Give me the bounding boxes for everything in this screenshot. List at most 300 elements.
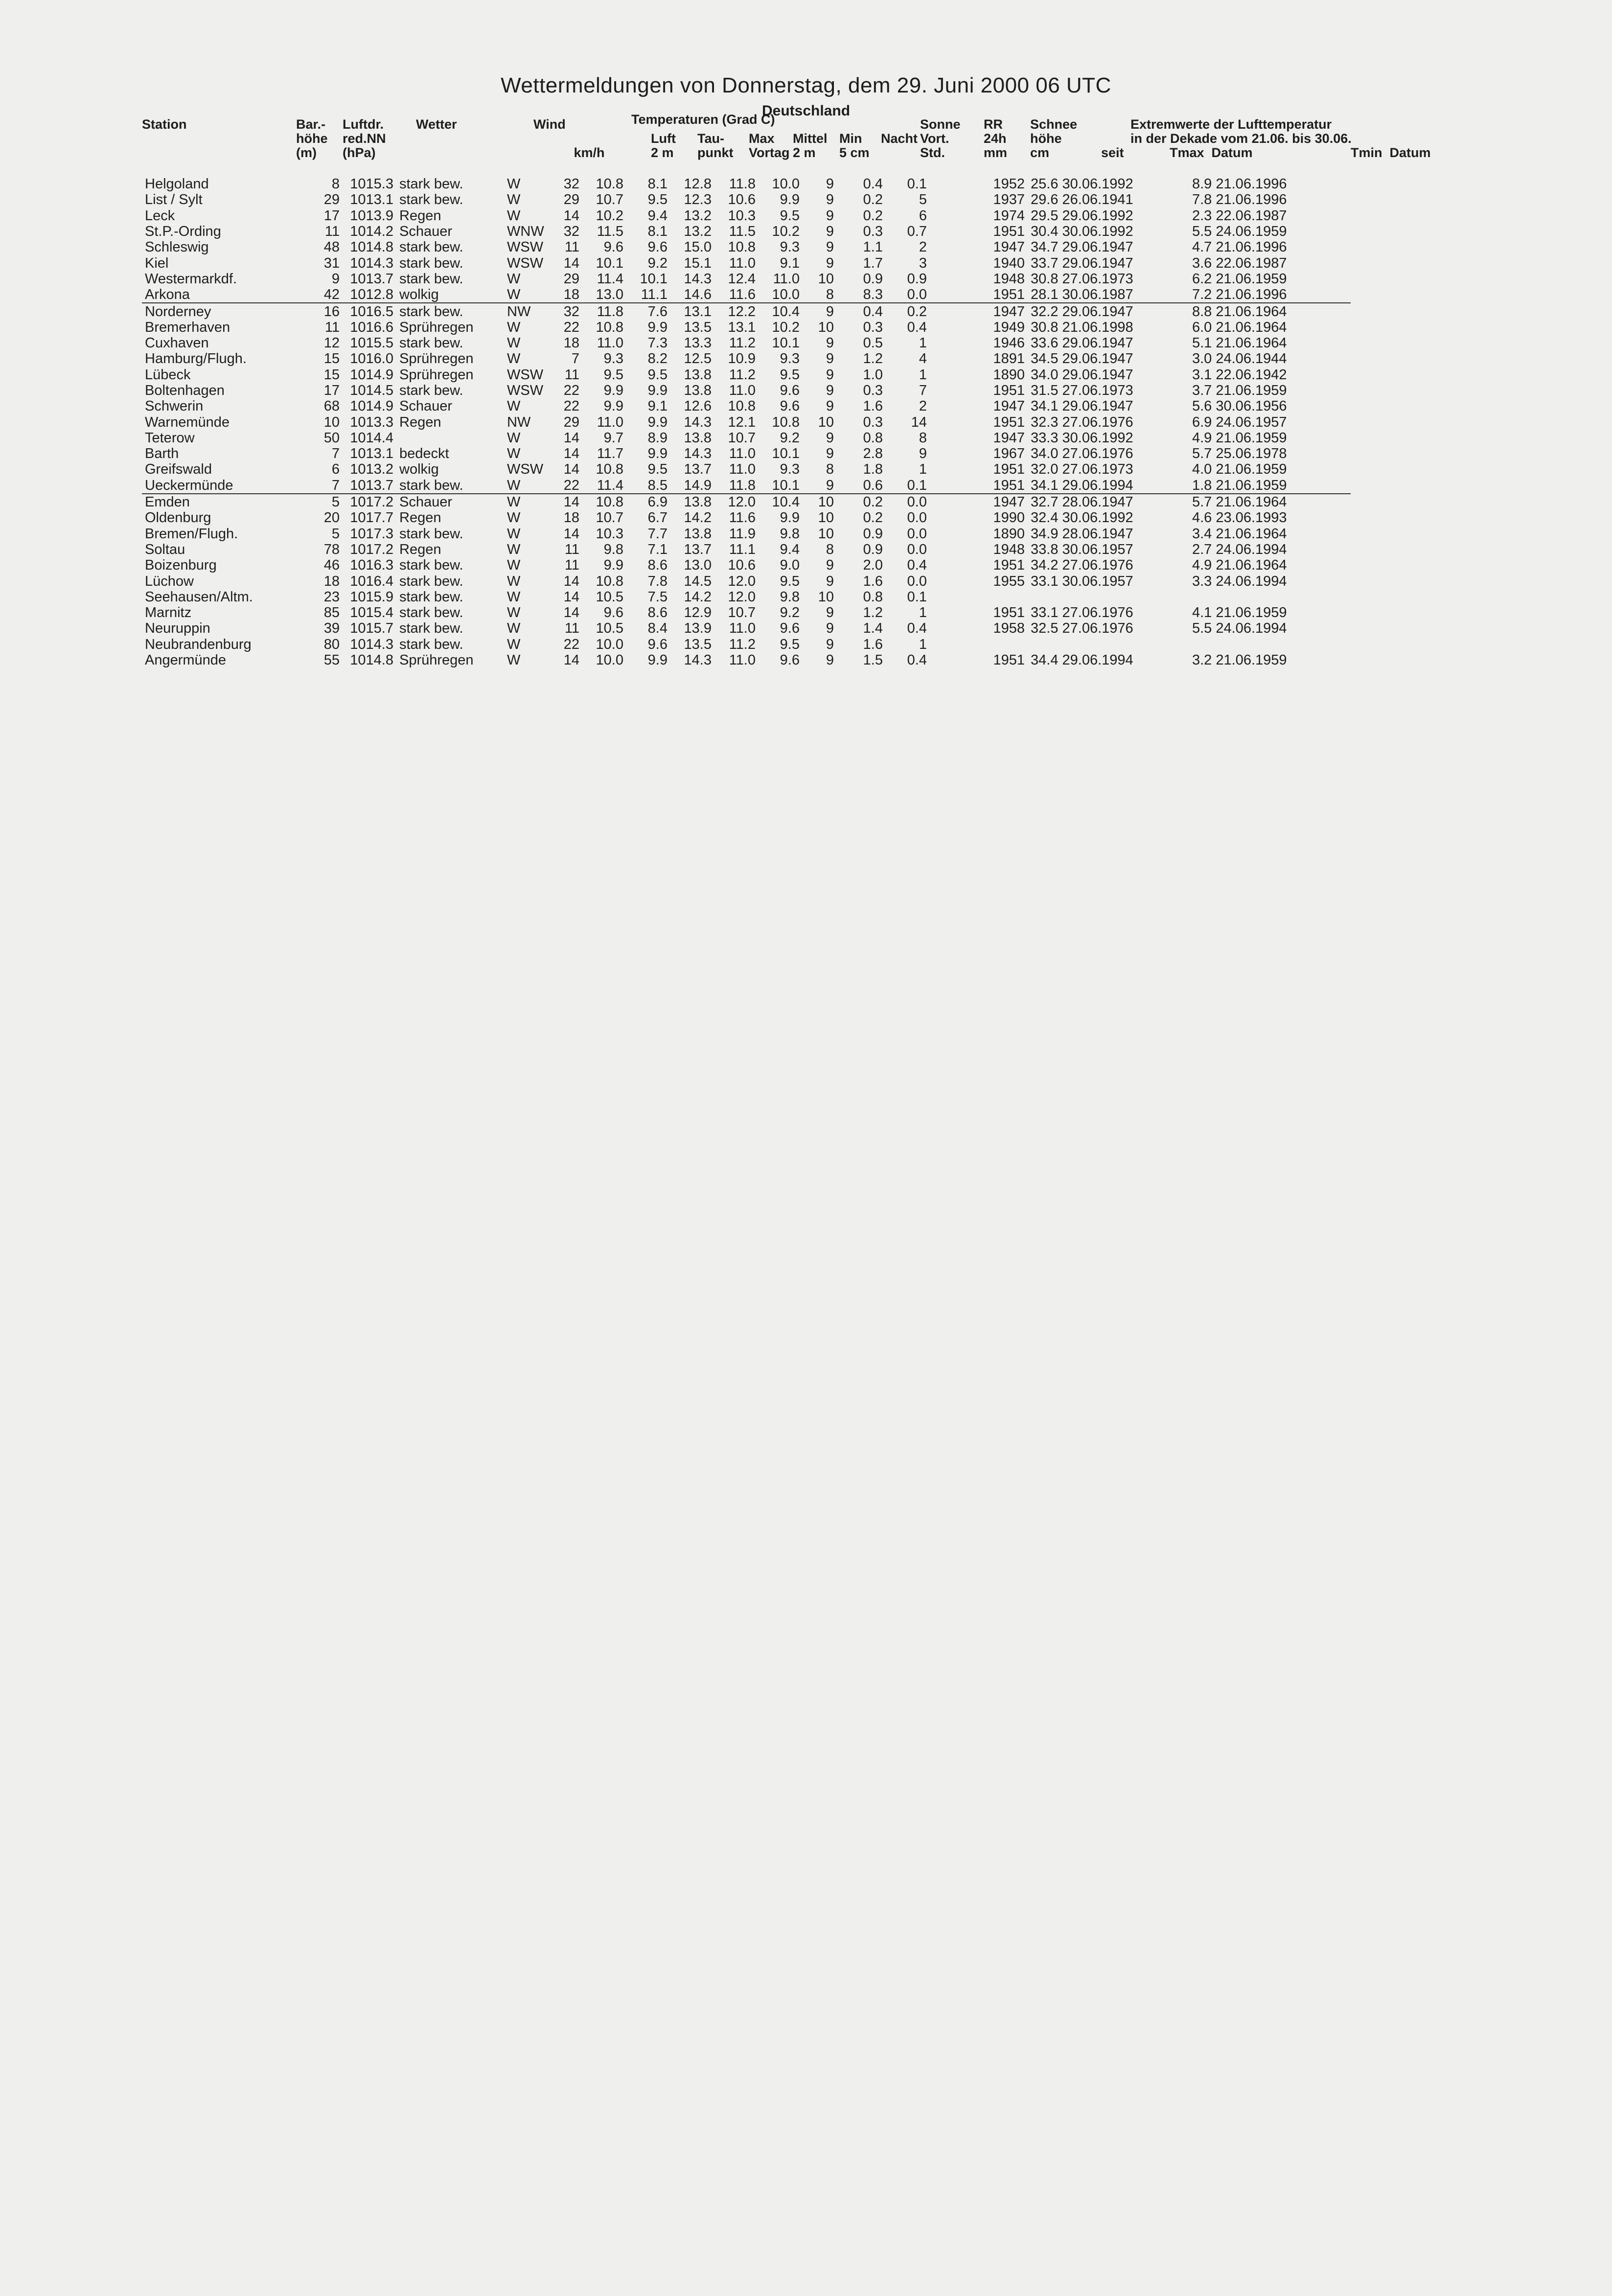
cell-sonne: 0.6 <box>863 477 883 493</box>
cell-bar: 7 <box>331 446 340 462</box>
cell-wetter: stark bew. <box>399 477 463 493</box>
cell-wetter: Sprühregen <box>399 367 474 383</box>
cell-nacht: 10 <box>818 271 834 287</box>
cell-schnee <box>930 652 974 668</box>
cell-sonne: 0.2 <box>863 207 883 224</box>
cell-rr: 0.0 <box>907 287 927 303</box>
cell-seit: 1947 <box>974 494 1028 510</box>
cell-bar: 5 <box>331 526 340 542</box>
cell-sonne: 0.9 <box>863 271 883 287</box>
cell-luftdr: 1015.4 <box>350 605 393 621</box>
cell-wind-dir: W <box>507 636 521 652</box>
table-row <box>142 573 1351 589</box>
cell-luftdr: 1017.7 <box>350 510 393 526</box>
table-row <box>142 303 1351 319</box>
cell-sonne: 2.0 <box>863 557 883 574</box>
header-station: Station <box>142 117 187 132</box>
table-header <box>142 112 1468 171</box>
cell-wind-dir: W <box>507 652 521 668</box>
cell-nacht: 9 <box>826 652 834 668</box>
cell-tmax: 33.8 30.06.1957 <box>1031 541 1133 557</box>
cell-seit: 1951 <box>993 605 1025 621</box>
cell-mittel: 11.8 <box>729 477 756 493</box>
cell-station: Oldenburg <box>145 510 211 526</box>
cell-luft: 11.4 <box>597 477 623 493</box>
cell-wind-kmh: 18 <box>563 510 579 526</box>
cell-schnee <box>930 510 974 526</box>
cell-mittel: 13.1 <box>728 319 756 335</box>
cell-station: Barth <box>145 446 179 462</box>
cell-seit: 1990 <box>993 510 1025 526</box>
cell-schnee <box>930 461 974 477</box>
cell-rr: 2 <box>919 398 927 414</box>
cell-taupunkt: 8.9 <box>647 430 668 446</box>
cell-min: 9.8 <box>780 589 800 605</box>
cell-luft: 10.3 <box>596 526 623 542</box>
cell-max: 13.8 <box>684 367 712 383</box>
cell-tmax: 29.6 26.06.1941 <box>1031 192 1133 208</box>
cell-luft: 11.5 <box>597 224 623 240</box>
cell-max: 13.3 <box>684 335 712 351</box>
cell-min: 10.2 <box>772 319 800 335</box>
cell-station: Emden <box>142 494 303 510</box>
cell-schnee <box>930 271 974 287</box>
cell-taupunkt: 9.2 <box>647 255 668 271</box>
cell-max: 13.5 <box>684 319 712 335</box>
table-row <box>142 287 1351 303</box>
cell-wetter: stark bew. <box>396 303 504 319</box>
cell-nacht: 9 <box>826 367 834 383</box>
cell-min: 9.6 <box>780 620 800 637</box>
cell-wind-kmh: 22 <box>563 383 579 398</box>
cell-schnee <box>930 573 974 589</box>
cell-seit <box>974 589 1028 605</box>
cell-sonne: 8.3 <box>863 287 883 303</box>
header-extrem: Extremwerte der Lufttemperatur in der Dekade vom 21.06. bis 30.06. <box>1130 117 1352 146</box>
cell-wind-dir: W <box>507 477 521 493</box>
cell-mittel: 11.9 <box>729 526 756 542</box>
cell-mittel: 11.5 <box>729 224 756 240</box>
cell-taupunkt: 8.6 <box>647 557 668 574</box>
cell-taupunkt: 9.9 <box>647 383 668 398</box>
cell-luft: 10.8 <box>596 319 623 335</box>
header-sonne: Sonne Vort. Std. <box>920 117 961 160</box>
cell-seit: 1958 <box>993 620 1025 637</box>
cell-wetter: bedeckt <box>399 446 449 462</box>
cell-bar: 16 <box>303 303 343 319</box>
table-row <box>142 526 1351 542</box>
cell-schnee <box>930 320 974 335</box>
cell-sonne: 0.9 <box>863 526 883 542</box>
header-bar: Bar.- höhe (m) <box>296 117 328 160</box>
cell-tmin: 3.1 22.06.1942 <box>1192 367 1287 383</box>
cell-tmax: 34.2 27.06.1976 <box>1031 557 1133 574</box>
header-luftdr: Luftdr. red.NN (hPa) <box>343 117 386 160</box>
cell-max: 13.7 <box>684 541 712 557</box>
cell-nacht: 9 <box>826 224 834 240</box>
cell-taupunkt: 8.1 <box>647 176 668 192</box>
cell-tmin: 8.8 21.06.1964 <box>1189 303 1351 319</box>
cell-wind-dir: NW <box>507 414 531 430</box>
cell-tmin: 4.6 23.06.1993 <box>1192 510 1287 526</box>
cell-min: 10.1 <box>772 446 800 462</box>
cell-wind-dir: W <box>507 351 521 367</box>
cell-nacht: 8 <box>826 461 834 478</box>
cell-tmin: 3.4 21.06.1964 <box>1192 526 1287 542</box>
cell-nacht: 9 <box>826 446 834 462</box>
cell-wind-dir: W <box>507 287 521 303</box>
cell-station: Bremen/Flugh. <box>145 526 238 542</box>
cell-wind-dir: W <box>507 192 521 208</box>
cell-nacht: 10 <box>818 510 834 526</box>
cell-bar: 23 <box>323 589 340 605</box>
cell-wind-dir: WSW <box>507 367 544 383</box>
cell-luft: 9.6 <box>603 239 623 255</box>
cell-bar: 50 <box>323 430 340 446</box>
cell-schnee <box>930 303 974 319</box>
cell-schnee <box>930 478 974 494</box>
cell-max: 12.8 <box>684 176 712 192</box>
cell-wind-kmh: 11 <box>564 557 579 574</box>
cell-luftdr: 1014.5 <box>350 383 393 398</box>
cell-luft: 10.5 <box>596 620 623 637</box>
cell-seit: 1952 <box>993 176 1025 192</box>
cell-tmax: 33.1 27.06.1976 <box>1031 605 1133 621</box>
cell-schnee <box>930 208 974 224</box>
cell-max: 13.2 <box>684 224 712 240</box>
cell-nacht: 9 <box>826 351 834 367</box>
cell-schnee <box>930 367 974 383</box>
cell-tmin: 3.6 22.06.1987 <box>1192 255 1287 271</box>
cell-nacht: 10 <box>818 589 834 605</box>
header-seit: seit <box>1101 145 1124 160</box>
cell-luftdr: 1016.5 <box>343 303 396 319</box>
cell-seit: 1891 <box>993 351 1025 367</box>
cell-taupunkt: 9.9 <box>647 414 668 430</box>
cell-mittel: 10.6 <box>728 192 756 208</box>
table-row <box>142 414 1351 430</box>
cell-schnee <box>930 335 974 351</box>
cell-station: Marnitz <box>145 605 192 621</box>
cell-luft: 10.7 <box>596 192 623 208</box>
cell-max: 14.3 <box>684 446 712 462</box>
cell-rr: 0.0 <box>907 510 927 526</box>
cell-rr: 8 <box>919 430 927 446</box>
table-row <box>142 271 1351 287</box>
cell-nacht: 8 <box>826 541 834 557</box>
cell-bar: 46 <box>323 557 340 574</box>
cell-tmin: 3.2 21.06.1959 <box>1192 652 1287 668</box>
cell-min: 9.6 <box>780 652 800 668</box>
cell-schnee <box>930 287 974 303</box>
cell-tmax: 30.8 21.06.1998 <box>1031 319 1133 335</box>
cell-schnee <box>930 637 974 652</box>
cell-taupunkt: 8.6 <box>647 605 668 621</box>
cell-tmin: 4.9 21.06.1964 <box>1192 557 1287 574</box>
table-row <box>142 320 1351 335</box>
cell-taupunkt: 10.1 <box>640 271 668 287</box>
cell-bar: 18 <box>323 573 340 589</box>
cell-max: 13.5 <box>684 636 712 652</box>
cell-seit: 1951 <box>993 652 1025 668</box>
cell-max: 13.2 <box>684 207 712 224</box>
cell-bar: 17 <box>323 207 340 224</box>
cell-max: 14.3 <box>684 271 712 287</box>
cell-wetter: stark bew. <box>399 605 463 621</box>
cell-tmax: 34.7 29.06.1947 <box>1031 239 1133 255</box>
cell-luftdr: 1013.1 <box>350 446 393 462</box>
cell-bar: 42 <box>323 287 340 303</box>
cell-max: 12.5 <box>684 351 712 367</box>
cell-tmin: 7.8 21.06.1996 <box>1192 192 1287 208</box>
cell-min: 9.4 <box>780 541 800 557</box>
cell-rr: 0.0 <box>886 494 930 510</box>
cell-luftdr: 1013.9 <box>350 207 393 224</box>
cell-wetter: stark bew. <box>399 573 463 589</box>
cell-min: 9.2 <box>780 430 800 446</box>
cell-mittel: 11.0 <box>729 620 756 637</box>
cell-wind-dir: W <box>507 335 521 351</box>
cell-min: 10.0 <box>772 287 800 303</box>
cell-sonne: 0.4 <box>837 303 886 319</box>
cell-wetter: stark bew. <box>399 335 463 351</box>
cell-sonne: 0.2 <box>863 510 883 526</box>
cell-seit: 1947 <box>974 303 1028 319</box>
cell-seit: 1948 <box>993 271 1025 287</box>
cell-tmax: 32.7 28.06.1947 <box>1028 494 1189 510</box>
cell-max: 14.2 <box>684 510 712 526</box>
cell-rr: 3 <box>919 255 927 271</box>
cell-wind-kmh: 11 <box>564 367 579 383</box>
cell-rr: 0.4 <box>907 620 927 637</box>
cell-wetter: stark bew. <box>399 557 463 574</box>
cell-sonne: 2.8 <box>863 446 883 462</box>
cell-seit: 1890 <box>993 526 1025 542</box>
cell-sonne: 1.0 <box>863 367 883 383</box>
cell-luftdr: 1015.7 <box>350 620 393 637</box>
cell-luft: 11.0 <box>597 335 623 351</box>
cell-taupunkt: 9.1 <box>647 398 668 414</box>
cell-tmax: 34.0 27.06.1976 <box>1031 446 1133 462</box>
cell-taupunkt: 9.4 <box>647 207 668 224</box>
weather-table <box>142 176 1468 668</box>
cell-station: Soltau <box>145 541 185 557</box>
cell-mittel: 11.0 <box>729 461 756 478</box>
cell-luftdr: 1014.8 <box>350 652 393 668</box>
cell-bar: 68 <box>323 398 340 414</box>
table-row <box>142 430 1351 446</box>
cell-rr: 0.4 <box>907 557 927 574</box>
cell-max: 13.8 <box>670 494 714 510</box>
cell-luftdr: 1015.9 <box>350 589 393 605</box>
cell-luftdr: 1013.3 <box>350 414 393 430</box>
cell-sonne: 1.6 <box>863 398 883 414</box>
cell-luftdr: 1014.4 <box>350 430 393 446</box>
table-row <box>142 494 1351 510</box>
cell-sonne: 0.3 <box>863 224 883 240</box>
cell-tmin: 1.8 21.06.1959 <box>1192 477 1287 493</box>
cell-taupunkt: 9.9 <box>647 446 668 462</box>
cell-tmax: 32.5 27.06.1976 <box>1031 620 1133 637</box>
cell-taupunkt: 8.5 <box>647 477 668 493</box>
cell-luft: 10.5 <box>596 589 623 605</box>
cell-station: Leck <box>145 207 175 224</box>
cell-nacht: 9 <box>826 255 834 271</box>
cell-wind-dir: W <box>507 557 521 574</box>
cell-seit: 1937 <box>993 192 1025 208</box>
cell-sonne: 0.3 <box>863 383 883 398</box>
cell-max: 14.3 <box>684 414 712 430</box>
cell-wind-dir: W <box>507 430 521 446</box>
cell-schnee <box>930 192 974 207</box>
cell-schnee <box>930 430 974 446</box>
table-row <box>142 367 1351 383</box>
cell-mittel: 10.7 <box>728 430 756 446</box>
cell-min: 9.5 <box>780 636 800 652</box>
cell-schnee <box>930 351 974 367</box>
cell-tmax <box>1028 637 1189 652</box>
cell-station: List / Sylt <box>145 192 203 208</box>
header-mittel: Mittel 2 m <box>793 131 828 160</box>
cell-luft: 9.8 <box>603 541 623 557</box>
cell-taupunkt: 7.6 <box>626 303 670 319</box>
cell-bar: 15 <box>323 367 340 383</box>
cell-max: 12.9 <box>684 605 712 621</box>
cell-wind-dir: WNW <box>507 224 544 240</box>
cell-bar: 39 <box>323 620 340 637</box>
table-row <box>142 542 1351 557</box>
cell-wetter: stark bew. <box>399 192 463 208</box>
cell-seit: 1951 <box>993 557 1025 574</box>
cell-luft: 10.8 <box>596 176 623 192</box>
cell-tmax: 34.0 29.06.1947 <box>1031 367 1133 383</box>
cell-wind-kmh: 11 <box>564 620 579 637</box>
cell-rr: 0.0 <box>907 573 927 589</box>
cell-tmin: 5.5 24.06.1959 <box>1192 224 1287 240</box>
table-row <box>142 176 1351 192</box>
cell-tmin: 4.7 21.06.1996 <box>1192 239 1287 255</box>
cell-rr: 0.4 <box>907 319 927 335</box>
cell-min: 10.4 <box>759 494 803 510</box>
cell-station: Bremerhaven <box>145 319 230 335</box>
cell-sonne: 1.7 <box>863 255 883 271</box>
cell-tmax: 34.5 29.06.1947 <box>1031 351 1133 367</box>
cell-mittel: 11.2 <box>729 636 756 652</box>
cell-luftdr: 1016.4 <box>350 573 393 589</box>
cell-wind-kmh: 22 <box>563 477 579 493</box>
cell-min: 9.9 <box>780 192 800 208</box>
cell-tmax: 31.5 27.06.1973 <box>1031 383 1133 398</box>
cell-mittel: 11.0 <box>729 652 756 668</box>
cell-luft: 13.0 <box>596 287 623 303</box>
cell-tmax: 34.1 29.06.1994 <box>1031 477 1133 493</box>
cell-schnee <box>930 542 974 557</box>
cell-nacht: 9 <box>826 557 834 574</box>
cell-nacht: 10 <box>818 319 834 335</box>
cell-sonne: 1.1 <box>863 239 883 255</box>
cell-schnee <box>930 589 974 605</box>
cell-nacht: 9 <box>803 303 837 319</box>
cell-station: St.P.-Ording <box>145 224 221 240</box>
cell-wind-kmh: 22 <box>563 319 579 335</box>
cell-nacht: 9 <box>826 239 834 255</box>
cell-wetter: stark bew. <box>399 620 463 637</box>
cell-mittel: 10.7 <box>728 605 756 621</box>
table-row <box>142 461 1351 477</box>
cell-luftdr: 1015.5 <box>350 335 393 351</box>
cell-wind-dir: W <box>507 510 521 526</box>
cell-taupunkt: 7.3 <box>647 335 668 351</box>
cell-rr: 7 <box>919 383 927 398</box>
cell-wetter: Regen <box>399 207 441 224</box>
cell-wind-kmh: 32 <box>548 303 582 319</box>
cell-wind-dir: W <box>507 573 521 589</box>
cell-nacht: 9 <box>826 207 834 224</box>
table-row <box>142 239 1351 255</box>
cell-wind-dir: W <box>507 319 521 335</box>
header-tmax: Tmax Datum <box>1170 145 1253 160</box>
cell-taupunkt: 7.1 <box>647 541 668 557</box>
cell-bar: 85 <box>323 605 340 621</box>
cell-wind-dir: W <box>507 176 521 192</box>
cell-nacht: 10 <box>818 526 834 542</box>
cell-mittel: 10.8 <box>728 398 756 414</box>
cell-seit: 1947 <box>993 239 1025 255</box>
cell-mittel: 11.0 <box>729 446 756 462</box>
cell-station: Neubrandenburg <box>145 636 252 652</box>
cell-tmax: 33.1 30.06.1957 <box>1031 573 1133 589</box>
cell-taupunkt: 11.1 <box>641 287 668 303</box>
header-tmin: Tmin Datum <box>1351 145 1431 160</box>
table-row <box>142 224 1351 239</box>
cell-wind-dir: WSW <box>507 255 544 271</box>
cell-schnee <box>930 224 974 239</box>
cell-max: 13.8 <box>684 430 712 446</box>
header-max: Max Vortag <box>749 131 790 160</box>
cell-taupunkt: 9.9 <box>647 319 668 335</box>
cell-wetter: Regen <box>399 510 441 526</box>
cell-luftdr: 1017.3 <box>350 526 393 542</box>
table-row <box>142 652 1351 668</box>
cell-wind-kmh: 18 <box>563 287 579 303</box>
cell-luftdr: 1014.3 <box>350 636 393 652</box>
cell-wetter: stark bew. <box>399 636 463 652</box>
cell-taupunkt: 9.6 <box>647 636 668 652</box>
cell-nacht: 8 <box>826 287 834 303</box>
cell-mittel: 12.0 <box>728 589 756 605</box>
cell-seit: 1951 <box>993 287 1025 303</box>
cell-station: Greifswald <box>145 461 212 478</box>
page-title: Wettermeldungen von Donnerstag, dem 29. Juni 2000 06 UTC <box>501 73 1111 97</box>
cell-tmax: 25.6 30.06.1992 <box>1031 176 1133 192</box>
cell-min: 9.2 <box>780 605 800 621</box>
cell-mittel: 11.0 <box>729 255 756 271</box>
cell-sonne: 1.6 <box>863 636 883 652</box>
header-min: Min 5 cm <box>839 131 870 160</box>
cell-tmin: 6.9 24.06.1957 <box>1192 414 1287 430</box>
cell-min: 11.0 <box>773 271 800 287</box>
cell-wetter: Regen <box>399 541 441 557</box>
cell-luftdr: 1013.7 <box>350 477 393 493</box>
cell-tmin: 3.0 24.06.1944 <box>1192 351 1287 367</box>
cell-tmax: 30.8 27.06.1973 <box>1031 271 1133 287</box>
table-row <box>142 192 1351 207</box>
cell-seit: 1940 <box>993 255 1025 271</box>
cell-sonne: 0.3 <box>863 414 883 430</box>
cell-wind-kmh: 14 <box>563 605 579 621</box>
cell-mittel: 11.8 <box>729 176 756 192</box>
cell-sonne: 0.3 <box>863 319 883 335</box>
